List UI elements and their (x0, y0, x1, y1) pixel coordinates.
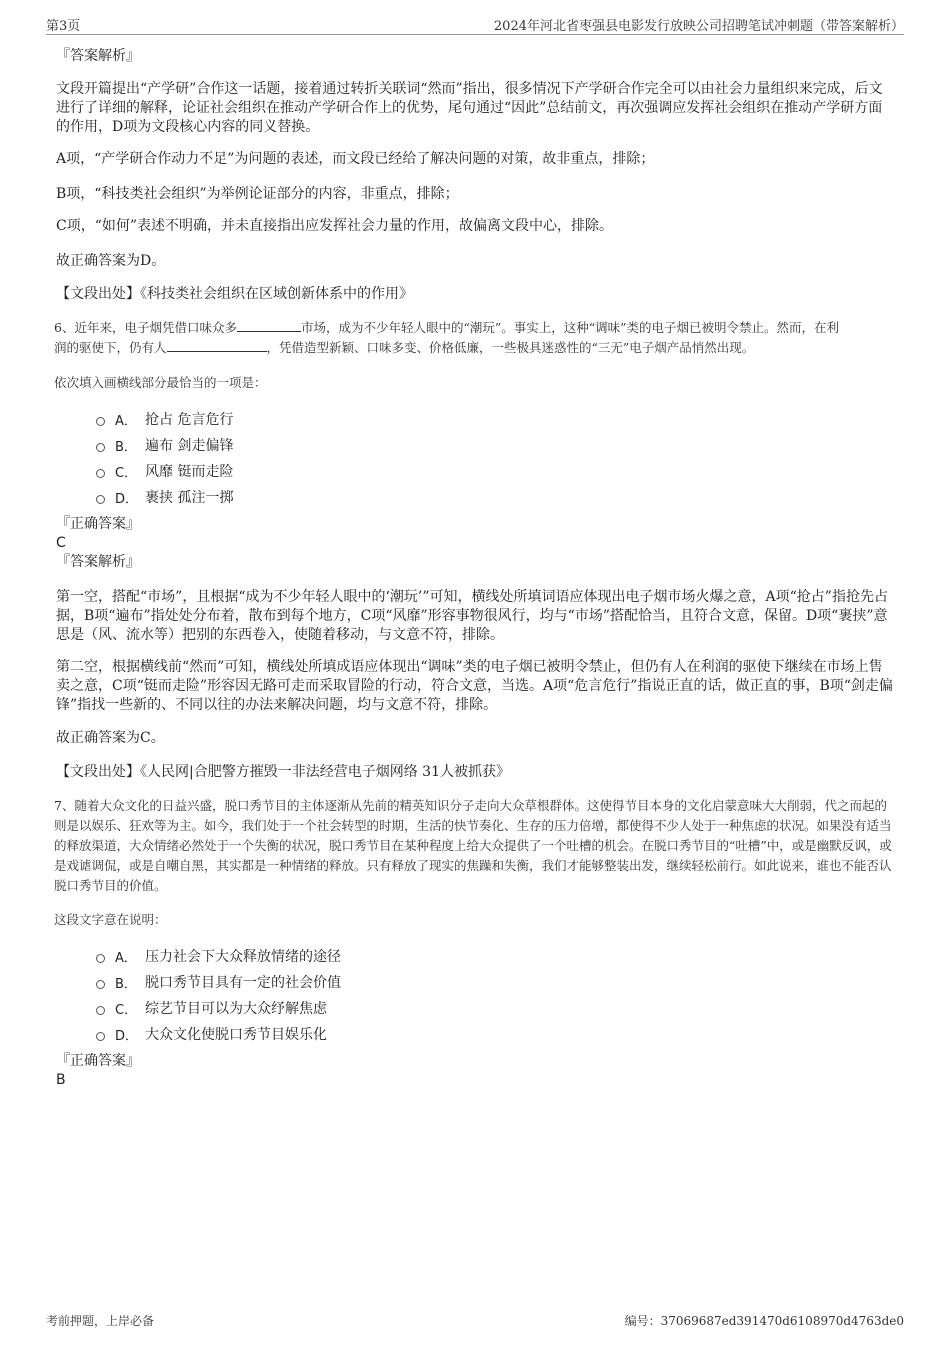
option-text: 大众文化使脱口秀节目娱乐化 (145, 1027, 327, 1043)
analysis-paragraph: 文段开篇提出“产学研”合作这一话题，接着通过转折关联词“然而”指出，很多情况下产学研合作完全可以由社会力量组织来完成，后文进行了详细的解释，论证社会组织在推动产学研合作上的优势，尾句通过“因此”总结前文，再次强调应发挥社会组织在推动产学研方面的作用，D项为文段核心内容的同义替换。 (56, 81, 883, 135)
q7-answer (56, 1051, 896, 1089)
option-letter: D． (115, 1028, 139, 1044)
analysis-paragraph: 第二空，根据横线前“然而”可知，横线处所填成语应体现出“调味”类的电子烟已被明令禁止，但仍有人在利润的驱使下继续在市场上售卖之意，C项“铤而走险”形容因无路可走而采取冒险的行动，符合文意，当选。A项“危言危行”指说正直的话，做正直的事，B项“剑走偏锋”指找一些新的、不同以往的办法来解决问题，均与文意不符，排除。 (56, 659, 893, 713)
blank-1 (237, 319, 301, 332)
q6-prompt (54, 373, 894, 393)
q6-options (56, 406, 896, 510)
option-c[interactable] (96, 995, 896, 1021)
radio-icon[interactable] (96, 469, 105, 478)
source-citation: 【文段出处】《科技类社会组织在区域创新体系中的作用》 (56, 286, 413, 302)
q5-analysis-section (56, 46, 896, 66)
correct-answer-label: 『正确答案』 (56, 1053, 140, 1069)
option-text: 遍布 剑走偏锋 (145, 438, 234, 454)
radio-icon[interactable] (96, 954, 105, 963)
option-a[interactable] (96, 406, 896, 432)
analysis-paragraph: 故正确答案为C。 (56, 730, 165, 746)
option-text: 抢占 危言危行 (145, 412, 234, 428)
stem-part: 市场，成为不少年轻人眼中的“潮玩”。事实上，这种“调味”类的电子烟已被明令禁止。然而，在利 (300, 320, 840, 335)
radio-icon[interactable] (96, 417, 105, 426)
q5-analysis-body (56, 80, 896, 137)
q7-prompt (54, 910, 894, 930)
question-stem: 7、随着大众文化的日益兴盛，脱口秀节目的主体逐渐从先前的精英知识分子走向大众草根群体。这使得节目本身的文化启蒙意味大大削弱，代之而起的则是以娱乐、狂欢等为主。如今，我们处于一个社会转型的时期，生活的快节奏化、生存的压力倍增，都使得不少人处于一种焦虑的状况。如果没有适当的释放渠道，大众情绪必然处于一个失衡的状况，脱口秀节目在某种程度上给大众提供了一个吐槽的机会。在脱口秀节目的“吐槽”中，或是幽默反讽，或是戏谑调侃，或是自嘲自黑，其实都是一种情绪的释放。只有释放了现实的焦躁和失衡，我们才能够整装出发，继续轻松前行。如此说来，谁也不能否认脱口秀节目的价值。 (54, 798, 892, 893)
correct-answer-label: 『正确答案』 (56, 516, 140, 532)
q6-source (56, 762, 896, 782)
option-text: 压力社会下大众释放情绪的途径 (145, 949, 341, 965)
option-letter: D． (115, 491, 139, 507)
q5-option-b-analysis (56, 185, 896, 204)
option-d[interactable] (96, 484, 896, 510)
stem-part: ，凭借造型新颖、口味多变、价格低廉，一些极具迷惑性的“三无”电子烟产品悄然出现。 (266, 340, 755, 355)
stem-part: 6、近年来，电子烟凭借口味众多 (54, 320, 237, 335)
analysis-paragraph: C项，“如何”表述不明确，并未直接指出应发挥社会力量的作用，故偏离文段中心，排除。 (56, 218, 614, 234)
q6-analysis-1 (56, 588, 896, 645)
q6-stem (54, 318, 899, 358)
option-letter: A． (115, 413, 137, 429)
option-c[interactable] (96, 458, 896, 484)
analysis-paragraph: B项，“科技类社会组织”为举例论证部分的内容，非重点，排除； (56, 186, 459, 202)
analysis-label: 『答案解析』 (56, 48, 140, 64)
option-b[interactable] (96, 432, 896, 458)
q5-conclusion (56, 252, 896, 271)
option-text: 风靡 铤而走险 (145, 464, 234, 480)
question-prompt: 这段文字意在说明： (54, 912, 167, 927)
correct-answer: C (56, 535, 66, 551)
q5-option-c-analysis (56, 217, 896, 236)
document-title: 2024年河北省枣强县电影发行放映公司招聘笔试冲刺题（带答案解析） (493, 19, 904, 34)
option-letter: B． (115, 439, 137, 455)
q7-options (56, 943, 896, 1047)
option-a[interactable] (96, 943, 896, 969)
stem-part: 润的驱使下，仍有人 (54, 340, 167, 355)
radio-icon[interactable] (96, 495, 105, 504)
document-id: 编号：37069687ed391470d6108970d4763de0 (624, 1314, 904, 1328)
footer-slogan: 考前押题，上岸必备 (46, 1314, 155, 1328)
question-stem (54, 318, 899, 358)
option-list (56, 943, 896, 1047)
radio-icon[interactable] (96, 980, 105, 989)
q5-source (56, 284, 896, 304)
option-letter: C． (115, 1002, 138, 1018)
radio-icon[interactable] (96, 443, 105, 452)
option-letter: A． (115, 950, 137, 966)
q6-analysis-2 (56, 658, 896, 715)
option-text: 综艺节目可以为大众纾解焦虑 (145, 1001, 327, 1017)
page-number: 第3页 (46, 19, 81, 34)
option-text: 裹挟 孤注一掷 (145, 490, 234, 506)
option-text: 脱口秀节目具有一定的社会价值 (145, 975, 341, 991)
option-list (56, 406, 896, 510)
analysis-paragraph: A项，“产学研合作动力不足”为问题的表述，而文段已经给了解决问题的对策，故非重点，排除； (56, 151, 655, 167)
q5-option-a-analysis (56, 150, 896, 169)
q7-stem (54, 796, 899, 896)
option-letter: C． (115, 465, 138, 481)
option-letter: B． (115, 976, 137, 992)
page-header (46, 12, 904, 35)
blank-2 (167, 339, 267, 352)
analysis-paragraph: 第一空，搭配“市场”，且根据“成为不少年轻人眼中的‘潮玩’”可知，横线处所填词语应体现出电子烟市场火爆之意，A项“抢占”指抢先占据，B项“遍布”指处处分布着，散布到每个地方，C项“风靡”形容事物很风行，均与“市场”搭配恰当，且符合文意，保留。D项“裹挟”意思是（风、流水等）把别的东西卷入，使随着移动，与文意不符，排除。 (56, 589, 888, 643)
q6-answer (56, 514, 896, 572)
radio-icon[interactable] (96, 1006, 105, 1015)
option-d[interactable] (96, 1021, 896, 1047)
q6-conclusion (56, 729, 896, 748)
question-prompt: 依次填入画横线部分最恰当的一项是： (54, 375, 267, 390)
option-b[interactable] (96, 969, 896, 995)
analysis-label: 『答案解析』 (56, 554, 140, 570)
radio-icon[interactable] (96, 1032, 105, 1041)
analysis-paragraph: 故正确答案为D。 (56, 253, 166, 269)
source-citation: 【文段出处】《人民网|合肥警方摧毁一非法经营电子烟网络 31人被抓获》 (56, 764, 510, 780)
correct-answer: B (56, 1072, 66, 1088)
